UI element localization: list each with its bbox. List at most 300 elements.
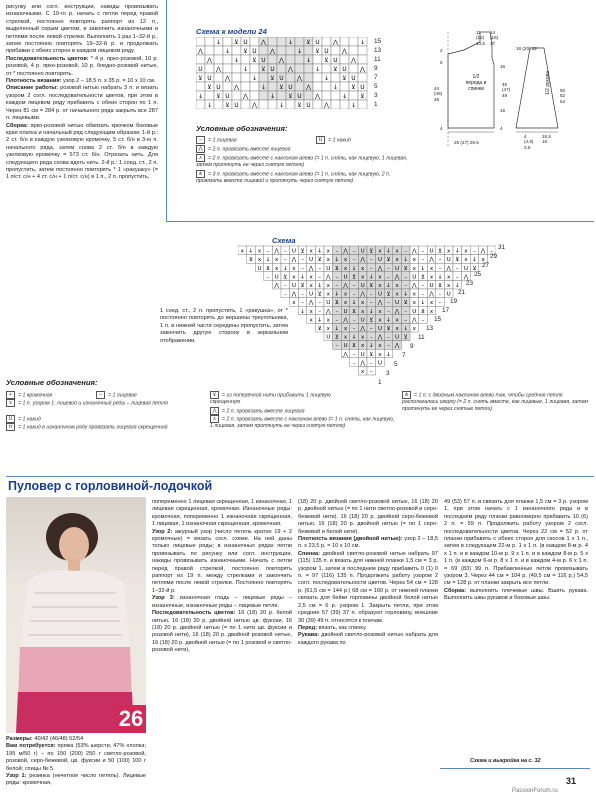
grid-symbol: – bbox=[387, 300, 390, 307]
grid-symbol: – bbox=[283, 257, 287, 264]
grid-symbol: ↓ bbox=[368, 343, 374, 350]
grid-symbol: ⋀ bbox=[306, 84, 311, 91]
grid-symbol: ⋀ bbox=[324, 102, 329, 109]
grid-symbol: – bbox=[318, 308, 322, 315]
measurement: 4 bbox=[500, 126, 503, 131]
grid-cell bbox=[205, 46, 214, 55]
grid-symbol: ⊻ bbox=[300, 248, 305, 255]
text-paragraph: ярко-розовой нитью обвязать крючком боковые края платка и начальный ряд следующим образом: 1-й р.: 2 ст. б/н в каждую узелковую кромочку, 5 ст. б/н в 3-ю п. начального ряда, затем снова 2 ст. б/н в каждую узелковую кромочку = 573 ст. б/н. Отрезать нить. Для следующего ряда снова вдеть нить. 2-й р.: 1 соед. ст., 2 п. пропустить, затем постоянно повторять * 1 «ракушку» (= 1 п/ст. с/н + 4 ст. с/н + 1 п/ст. с/н) в 1 п., 2 п. пропустить, bbox=[6, 122, 158, 181]
text-paragraph: 16 (18) 20 р. белой нитью, 16 (18) 20 р. двойной нитью цв. фуксии, 16 (18) 20 р. двойной нитью (= по 1 нити цв. фуксии и розовой нити), 16 (18) 20 р. двойной розовой нитью, 16 (18) 20 р. двойной нитью (= по 1 розовой и светло-розовой нити), bbox=[152, 610, 292, 654]
grid-cell bbox=[268, 55, 277, 64]
grid-symbol: ⋀ bbox=[252, 102, 257, 109]
grid-symbol: ⋀ bbox=[288, 66, 293, 73]
grid-cell bbox=[250, 64, 259, 73]
grid-cell bbox=[322, 64, 331, 73]
grid-symbol: x bbox=[309, 274, 313, 281]
grid-symbol: ⊻ bbox=[386, 291, 391, 298]
grid-symbol: ⋀ bbox=[343, 283, 348, 289]
grid-cell bbox=[259, 46, 268, 55]
grid-symbol: x bbox=[326, 317, 330, 324]
grid-symbol: U bbox=[343, 343, 348, 350]
garment-pattern-diagram bbox=[428, 28, 594, 168]
grid-cell bbox=[223, 55, 232, 64]
grid-symbol: U bbox=[297, 93, 302, 100]
scheme-1-title: Схема к модели 24 bbox=[196, 27, 267, 36]
text-paragraph: (18) 20 р. двойной светло-розовой нитью, 16 (18) 20 р. двойной нитью (= по 1 нити светло-розовой и серо-бежевой нити), 16 (18) 20 р. двойной серо-бежевой нитью, 16 (18) 20 р. двойной нитью (= по 1 серо-бежевой и белой нити). bbox=[298, 499, 438, 535]
grid-symbol: ⊻ bbox=[317, 257, 322, 264]
legend-1-title: Условные обозначения: bbox=[196, 124, 288, 133]
grid-symbol: – bbox=[369, 300, 373, 307]
grid-symbol: ↓ bbox=[282, 265, 288, 272]
legend-1 bbox=[196, 124, 416, 203]
grid-cell bbox=[331, 73, 340, 82]
grid-cell bbox=[205, 91, 214, 100]
grid-symbol: ↓ bbox=[386, 317, 391, 324]
grid-symbol: – bbox=[301, 265, 304, 272]
grid-symbol: ⋀ bbox=[412, 248, 417, 255]
grid-symbol: ⊻ bbox=[288, 93, 293, 100]
grid-symbol: ⋀ bbox=[225, 75, 230, 82]
row-number: 9 bbox=[374, 65, 378, 72]
grid-symbol: – bbox=[387, 343, 390, 350]
grid-symbol: ↓ bbox=[386, 351, 391, 358]
grid-cell bbox=[358, 46, 367, 55]
grid-symbol: – bbox=[421, 283, 425, 289]
ssk-icon: ⋏ bbox=[210, 415, 219, 423]
legend-item: = 3 п. провязать вместе с наклоном влево (= 1 п. снять, как лицевую, 2 п. провязать вместе лицевой и протянуть через снятую петлю) bbox=[196, 171, 391, 185]
grid-symbol: ⊻ bbox=[243, 48, 248, 55]
label: Размеры: bbox=[6, 736, 33, 742]
grid-symbol: – bbox=[283, 248, 287, 255]
grid-symbol: U bbox=[360, 84, 365, 91]
grid-symbol: x bbox=[326, 248, 330, 255]
scheme-1-grid bbox=[196, 37, 371, 109]
grid-symbol: ⋀ bbox=[480, 248, 486, 255]
grid-symbol: ⋀ bbox=[351, 57, 356, 64]
grid-cell bbox=[349, 37, 358, 46]
grid-cell bbox=[331, 91, 340, 100]
grid-symbol: ⊻ bbox=[352, 343, 357, 350]
grid-symbol: U bbox=[446, 257, 451, 264]
grid-symbol: – bbox=[387, 265, 390, 272]
grid-symbol: U bbox=[279, 75, 284, 82]
grid-symbol: – bbox=[438, 265, 442, 272]
grid-symbol: – bbox=[387, 308, 390, 315]
grid-symbol: – bbox=[352, 291, 356, 298]
text-paragraph: выполнить плечевые швы. Вшить рукава. Выполнить швы рукавов и боковые швы. bbox=[444, 587, 588, 602]
grid-symbol: ⋀ bbox=[394, 274, 400, 281]
vertical-divider bbox=[166, 0, 167, 222]
footer-divider bbox=[440, 768, 590, 769]
measurement: 11 bbox=[476, 30, 481, 35]
grid-symbol: x bbox=[429, 308, 434, 315]
text-paragraph: * 4 р. ярко-розовой, 10 р. розовой, 4 р. ярко-розовой, 10 р. бледно-розовой нитью, от * постоянно повторять. bbox=[6, 55, 158, 77]
label: Рукава: bbox=[298, 632, 320, 639]
row-number: 3 bbox=[386, 370, 390, 377]
grid-cell bbox=[196, 100, 205, 109]
legend-item: = 1 лицевая bbox=[108, 392, 137, 399]
double-decrease-icon: ⋔ bbox=[402, 391, 411, 399]
grid-symbol: x bbox=[361, 369, 365, 375]
grid-symbol: – bbox=[335, 317, 339, 324]
grid-symbol: ⋀ bbox=[261, 39, 266, 46]
grid-symbol: ⊻ bbox=[306, 39, 311, 46]
grid-symbol: ⊻ bbox=[369, 351, 374, 358]
grid-symbol: U bbox=[306, 102, 311, 109]
row-number: 9 bbox=[410, 343, 414, 350]
grid-symbol: x bbox=[343, 257, 348, 264]
grid-symbol: – bbox=[266, 274, 270, 281]
grid-symbol: x bbox=[395, 317, 399, 324]
grid-symbol: ↓ bbox=[233, 57, 240, 64]
grid-symbol: ⊻ bbox=[207, 84, 212, 91]
grid-cell bbox=[331, 100, 340, 109]
grid-symbol: x bbox=[275, 257, 279, 264]
grid-symbol: ⋀ bbox=[274, 248, 279, 255]
grid-symbol: – bbox=[283, 291, 287, 298]
grid-symbol: ↓ bbox=[454, 248, 460, 255]
grid-symbol: U bbox=[326, 265, 331, 272]
grid-symbol: U bbox=[360, 351, 365, 358]
grid-symbol: ⊻ bbox=[283, 274, 288, 281]
grid-symbol: U bbox=[234, 102, 239, 109]
grid-cell bbox=[313, 73, 322, 82]
legend-item: = 1 накид в изнаночном ряду провязать лицевой скрещенной bbox=[18, 424, 168, 431]
grid-cell bbox=[358, 100, 367, 109]
grid-symbol: ⊻ bbox=[334, 265, 339, 272]
grid-symbol: – bbox=[387, 274, 390, 281]
row-number: 1 bbox=[374, 101, 378, 108]
grid-symbol: ↓ bbox=[351, 300, 357, 307]
grid-symbol: ↓ bbox=[265, 257, 271, 264]
grid-symbol: x bbox=[292, 300, 296, 307]
grid-symbol: ⋀ bbox=[279, 57, 284, 64]
grid-symbol: ⊻ bbox=[198, 75, 203, 82]
grid-symbol: x bbox=[412, 326, 416, 332]
grid-symbol: – bbox=[455, 265, 459, 272]
k2tog-icon: ⋀ bbox=[210, 407, 219, 415]
grid-symbol: ↓ bbox=[472, 257, 477, 264]
legend-item: = 1 лицевая bbox=[208, 137, 237, 144]
grid-cell bbox=[232, 64, 241, 73]
grid-cell bbox=[241, 73, 250, 82]
grid-symbol: ↓ bbox=[300, 308, 305, 315]
grid-symbol: U bbox=[261, 57, 266, 64]
grid-symbol: ↓ bbox=[287, 39, 294, 46]
row-number: 31 bbox=[498, 244, 506, 251]
grid-cell bbox=[232, 46, 241, 55]
grid-symbol: ↓ bbox=[359, 39, 366, 46]
grid-cell bbox=[241, 55, 250, 64]
grid-cell bbox=[214, 100, 223, 109]
grid-symbol: ↓ bbox=[386, 283, 391, 289]
grid-symbol: – bbox=[404, 317, 408, 324]
grid-symbol: ↓ bbox=[351, 265, 357, 272]
grid-symbol: x bbox=[343, 300, 348, 307]
row-number: 7 bbox=[374, 74, 378, 81]
grid-symbol: ↓ bbox=[197, 93, 204, 100]
grid-symbol: x bbox=[395, 283, 399, 289]
measurement: (15) bbox=[490, 35, 499, 41]
grid-symbol: – bbox=[369, 334, 373, 341]
grid-symbol: ⋀ bbox=[270, 48, 275, 55]
grid-symbol: U bbox=[343, 274, 348, 281]
bottom-measurement: 25 (27) 29,5 bbox=[454, 140, 479, 145]
grid-symbol: U bbox=[377, 360, 382, 367]
grid-symbol: – bbox=[369, 291, 373, 298]
grid-symbol: x bbox=[447, 274, 451, 281]
measurement: 13,5 bbox=[476, 40, 485, 46]
measurement: 49 bbox=[502, 92, 508, 98]
grid-symbol: – bbox=[301, 300, 304, 307]
measurement: 48 bbox=[434, 96, 440, 102]
grid-symbol: – bbox=[352, 326, 356, 332]
grid-symbol: U bbox=[198, 66, 203, 73]
grid-symbol: x bbox=[378, 317, 382, 324]
grid-cell bbox=[259, 100, 268, 109]
grid-symbol: – bbox=[473, 248, 476, 255]
grid-symbol: ⋀ bbox=[463, 274, 469, 281]
legend-item: = 2 п. провязать вместе с наклоном влево (= 1 п. снять, как лицевую, 1 лицевая, затем протянуть ее через снятую петлю) bbox=[210, 416, 395, 430]
grid-symbol: – bbox=[369, 326, 373, 332]
grid-symbol: – bbox=[266, 248, 270, 255]
knit-symbol-icon: – bbox=[96, 391, 105, 399]
model-col-3 bbox=[298, 499, 438, 647]
grid-symbol: U bbox=[291, 283, 296, 289]
grid-cell bbox=[286, 100, 295, 109]
row-number: 1 bbox=[378, 379, 382, 386]
legend-2 bbox=[6, 378, 594, 431]
grid-symbol: ↓ bbox=[206, 102, 213, 109]
grid-symbol: ⊻ bbox=[297, 102, 302, 109]
grid-symbol: ⋀ bbox=[342, 48, 347, 55]
label: Последовательность цветов: bbox=[6, 55, 89, 62]
row-number: 15 bbox=[374, 38, 382, 45]
measurement: 45 bbox=[502, 82, 508, 87]
grid-symbol: – bbox=[455, 274, 459, 281]
grid-cell bbox=[250, 37, 259, 46]
legend-item: = 1 накид bbox=[18, 416, 41, 423]
grid-symbol: ⋀ bbox=[377, 265, 383, 272]
measurement: 2 bbox=[440, 48, 443, 53]
grid-symbol: U bbox=[243, 39, 248, 46]
grid-symbol: ⊻ bbox=[234, 39, 239, 46]
grid-cell bbox=[196, 37, 205, 46]
grid-symbol: ⊻ bbox=[279, 84, 284, 91]
grid-symbol: ↓ bbox=[278, 102, 285, 109]
grid-symbol: ⋀ bbox=[315, 93, 320, 100]
grid-symbol: – bbox=[283, 283, 287, 289]
grid-symbol: ↓ bbox=[341, 93, 348, 100]
text-paragraph: изнаночная гладь – лицевые ряды – изнаночные, изнаночные ряды – лицевые петли. bbox=[152, 595, 292, 609]
grid-symbol: x bbox=[343, 334, 348, 341]
sleeve-top-measure: 18 (20) 22 bbox=[516, 46, 537, 51]
grid-symbol: ⊻ bbox=[261, 66, 266, 73]
grid-symbol: x bbox=[412, 265, 416, 272]
grid-cell bbox=[196, 82, 205, 91]
label: Плотность вязания (двойной нитью): bbox=[298, 536, 403, 543]
grid-symbol: – bbox=[335, 343, 339, 350]
measurement: 15 bbox=[500, 108, 506, 113]
grid-symbol: ↓ bbox=[296, 48, 303, 55]
grid-symbol: x bbox=[395, 257, 399, 264]
grid-symbol: ⋀ bbox=[274, 283, 279, 289]
legend-2-title: Условные обозначения: bbox=[6, 378, 98, 387]
grid-cell bbox=[304, 73, 313, 82]
grid-symbol: – bbox=[335, 274, 339, 281]
grid-symbol: – bbox=[404, 248, 408, 255]
grid-symbol: x bbox=[275, 265, 279, 272]
knit-symbol-icon: – bbox=[196, 136, 205, 144]
grid-cell bbox=[331, 46, 340, 55]
grid-symbol: U bbox=[207, 75, 212, 82]
grid-symbol: x bbox=[378, 343, 382, 350]
grid-symbol: ⋀ bbox=[308, 300, 314, 307]
grid-symbol: x bbox=[361, 308, 365, 315]
grid-cell bbox=[295, 37, 304, 46]
grid-symbol: ⋀ bbox=[360, 326, 365, 332]
text-paragraph: попеременно 1 лицевая скрещенная, 1 изнаночная, 1 лицевая скрещенная, кромочная. Изнаночные ряды: кромочная, попеременно 1 изнаночная скрещенная, 1 лицевая, 1 изнаночная скрещенная, кромочная. bbox=[152, 499, 292, 528]
row-number: 11 bbox=[418, 334, 425, 341]
grid-cell bbox=[241, 100, 250, 109]
grid-cell bbox=[259, 91, 268, 100]
grid-symbol: ↓ bbox=[251, 75, 258, 82]
grid-symbol: ↓ bbox=[332, 84, 339, 91]
grid-symbol: x bbox=[309, 283, 313, 289]
grid-cell bbox=[322, 91, 331, 100]
grid-symbol: U bbox=[274, 274, 279, 281]
grid-symbol: U bbox=[360, 283, 365, 289]
label: Перед: bbox=[298, 624, 318, 631]
grid-symbol: ⊻ bbox=[369, 248, 374, 255]
grid-symbol: ⊻ bbox=[225, 102, 230, 109]
grid-symbol: – bbox=[352, 283, 356, 289]
grid-symbol: ⊻ bbox=[252, 57, 257, 64]
grid-symbol: ⊻ bbox=[317, 291, 322, 298]
grid-cell bbox=[349, 46, 358, 55]
grid-symbol: U bbox=[351, 75, 356, 82]
measurement: 50 bbox=[560, 88, 566, 93]
grid-symbol: U bbox=[225, 93, 230, 100]
grid-symbol: U bbox=[257, 265, 262, 272]
grid-symbol: – bbox=[438, 300, 442, 307]
grid-cell bbox=[223, 82, 232, 91]
scheme-2-title: Схема bbox=[272, 236, 296, 245]
grid-cell bbox=[277, 37, 286, 46]
grid-cell bbox=[313, 100, 322, 109]
grid-symbol: ↓ bbox=[260, 84, 267, 91]
grid-symbol: x bbox=[326, 291, 330, 298]
grid-symbol: ↓ bbox=[334, 326, 340, 332]
grid-symbol: ↓ bbox=[403, 291, 409, 298]
grid-symbol: ⋀ bbox=[412, 317, 417, 324]
grid-cell bbox=[340, 55, 349, 64]
grid-symbol: U bbox=[270, 66, 275, 73]
model-col-2 bbox=[152, 499, 292, 655]
grid-cell bbox=[340, 82, 349, 91]
row-number: 29 bbox=[490, 253, 498, 260]
grid-symbol: ↓ bbox=[314, 66, 321, 73]
grid-symbol: ⋀ bbox=[394, 343, 400, 350]
row-number: 19 bbox=[450, 298, 458, 305]
text-paragraph: рисунку или согл. инструкции, накиды провязывать изнаночными. С 19-го р. начать с петли перед правой стрелкой, постоянно повторять раппорт из 12 п., выделенный серым цветом, и закончить изнаночными и петлями после левой стрелки. Выполнить 1 раз 1–32-й р., затем постоянно повторять 19–32-й р. и продолжать прибавки с обеих сторон в каждом лицевом ряду. bbox=[6, 4, 158, 55]
grid-symbol: x bbox=[240, 248, 244, 255]
grid-symbol: ↓ bbox=[351, 334, 357, 341]
grid-symbol: x bbox=[361, 265, 365, 272]
text-paragraph: двойной светло-розовой нитью набрать 97 (115) 135 п. и вязать для нижней планки 1,5 см = 3 р. узором 1, затем в последнем ряду прибавить 0 (1) 0 п. = 97 (116) 135 п. Продолжить работу узором 2 согл. последовательности цветов. Через 54 см = 128 р. (61,5 см = 144 р.) 68 см = 160 р. от нижней планки связать для бейки горловины двойной белой нитью 2,5 см = 6 р. узором 1. Закрыть петли, при этом средние 57 (39) 37 п. образуют горловину, внешние 30 (39) 49 п. относятся к плечам. bbox=[298, 550, 438, 624]
grid-symbol: – bbox=[404, 283, 408, 289]
grid-cell bbox=[268, 100, 277, 109]
grid-cell bbox=[277, 91, 286, 100]
measurement: (46) bbox=[434, 91, 443, 97]
grid-symbol: U bbox=[429, 283, 434, 289]
row-number: 11 bbox=[374, 56, 381, 63]
grid-symbol: U bbox=[326, 300, 331, 307]
grid-symbol: x bbox=[464, 248, 468, 255]
grid-symbol: ⊻ bbox=[369, 317, 374, 324]
grid-cell bbox=[277, 64, 286, 73]
grid-cell bbox=[313, 82, 322, 91]
sleeve-bottom-measurements bbox=[524, 134, 533, 150]
grid-symbol: x bbox=[361, 334, 365, 341]
grid-symbol: ↓ bbox=[242, 66, 249, 73]
grid-cell bbox=[250, 82, 259, 91]
grid-symbol: x bbox=[361, 343, 365, 350]
grid-symbol: ⊻ bbox=[300, 283, 305, 289]
grid-symbol: ⋀ bbox=[234, 84, 239, 91]
grid-cell bbox=[358, 73, 367, 82]
row-number: 15 bbox=[434, 316, 442, 323]
grid-symbol: – bbox=[404, 274, 408, 281]
grid-symbol: x bbox=[343, 291, 348, 298]
grid-symbol: ⊻ bbox=[438, 283, 443, 289]
grid-symbol: ⊻ bbox=[334, 300, 339, 307]
grid-symbol: ⊻ bbox=[403, 334, 408, 341]
grid-symbol: ↓ bbox=[317, 248, 323, 255]
grid-cell bbox=[322, 37, 331, 46]
grid-symbol: – bbox=[318, 265, 322, 272]
scheme-1-row-numbers bbox=[374, 37, 381, 109]
make-one-icon: ⊻ bbox=[210, 391, 219, 399]
grid-symbol: ⋀ bbox=[207, 57, 212, 64]
grid-symbol: ⊻ bbox=[403, 265, 408, 272]
grid-symbol: ⋀ bbox=[297, 75, 302, 82]
grid-symbol: x bbox=[309, 308, 313, 315]
grid-symbol: ⋀ bbox=[446, 265, 451, 272]
grid-symbol: x bbox=[326, 326, 330, 332]
measurement: 4 bbox=[524, 134, 527, 139]
legend-item: = 1 кромочная bbox=[18, 392, 53, 399]
grid-symbol: ⊻ bbox=[360, 93, 365, 100]
grid-symbol: U bbox=[395, 265, 400, 272]
grid-symbol: x bbox=[447, 248, 451, 255]
grid-symbol: x bbox=[326, 257, 330, 264]
row-number: 13 bbox=[374, 47, 382, 54]
label: Узор 3: bbox=[152, 595, 175, 602]
grid-symbol: ⊻ bbox=[369, 283, 374, 289]
grid-symbol: ↓ bbox=[317, 283, 323, 289]
grid-cell bbox=[214, 55, 223, 64]
grid-symbol: U bbox=[446, 291, 451, 298]
grid-symbol: ↓ bbox=[323, 75, 330, 82]
label: Описание работы: bbox=[6, 85, 59, 92]
label: Спинка: bbox=[298, 550, 321, 557]
grid-symbol: – bbox=[369, 265, 373, 272]
row-number: 23 bbox=[466, 280, 474, 287]
grid-symbol: ⊻ bbox=[324, 57, 329, 64]
model-number-badge: 26 bbox=[116, 705, 146, 733]
grid-symbol: x bbox=[429, 274, 434, 281]
